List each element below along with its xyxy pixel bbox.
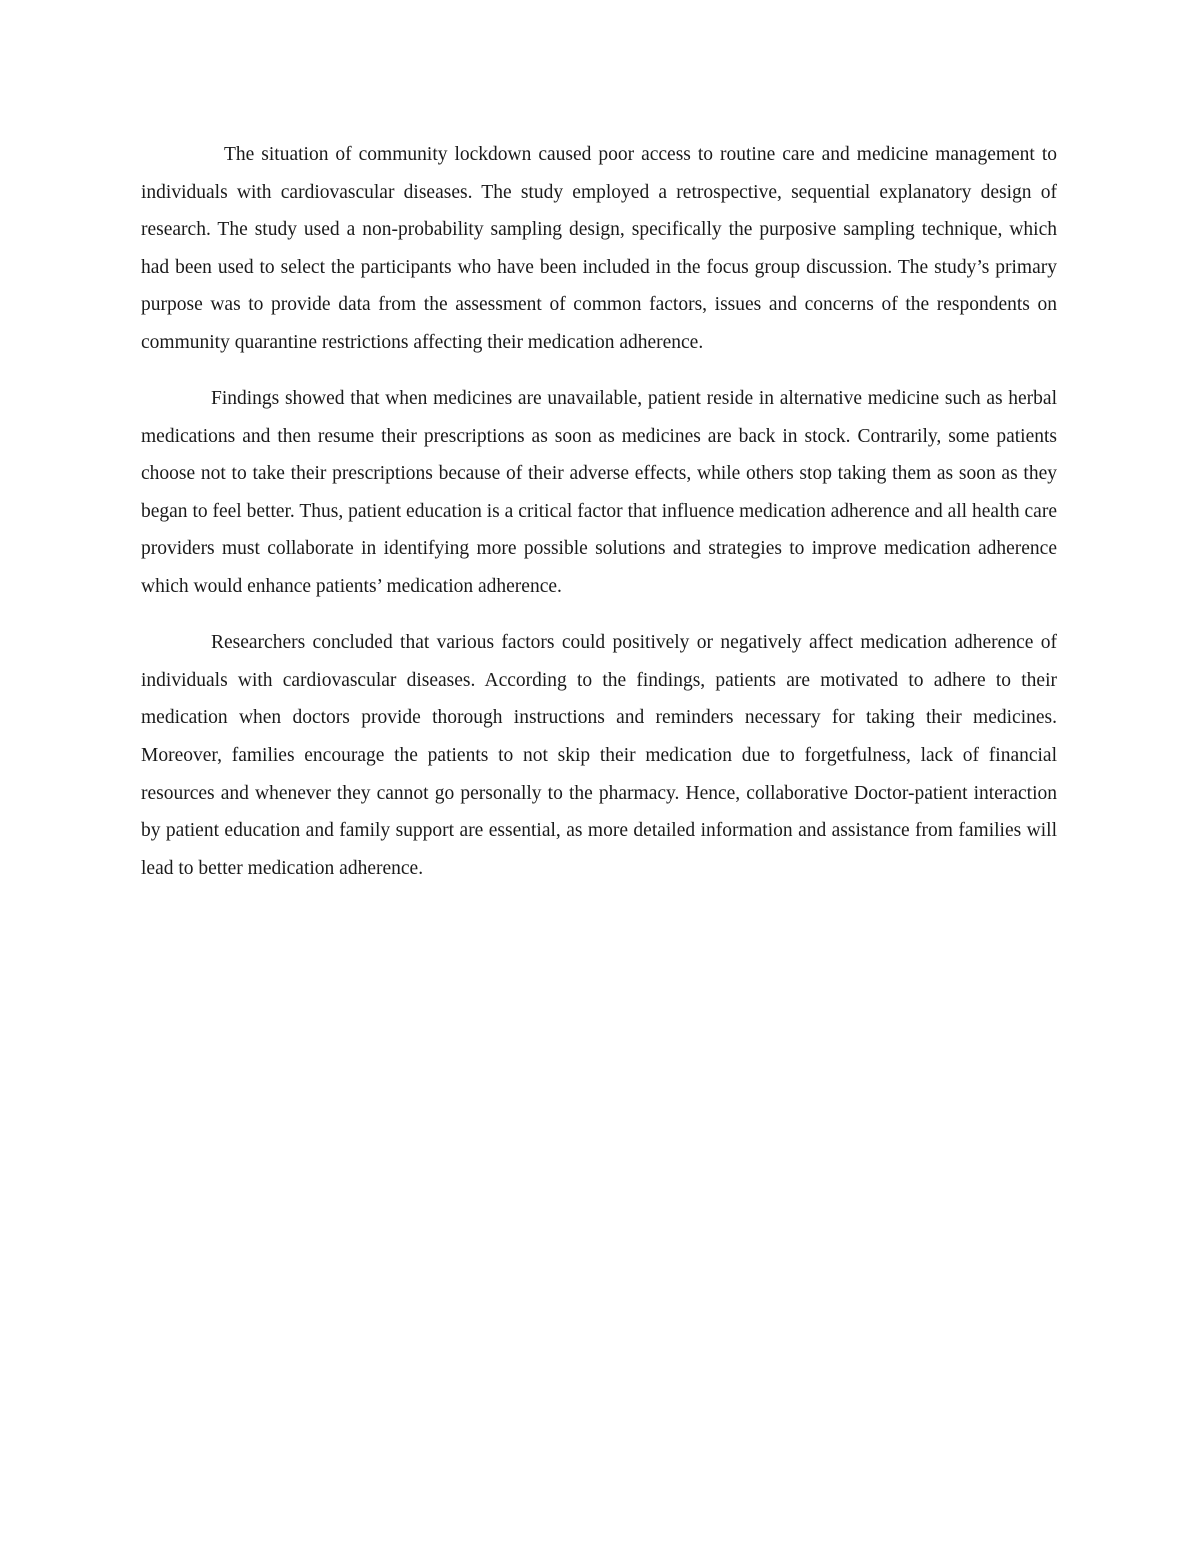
document-body <box>141 136 1057 906</box>
paragraph-1: The situation of community lockdown caused poor access to routine care and medicine management to individuals with cardiovascular diseases. The study employed a retrospective, sequential explanatory design of research. The study used a non-probability sampling design, specifically the purposive sampling technique, which had been used to select the participants who have been included in the focus group discussion. The study’s primary purpose was to provide data from the assessment of common factors, issues and concerns of the respondents on community quarantine restrictions affecting their medication adherence. <box>141 144 1057 353</box>
paragraph-2: Findings showed that when medicines are unavailable, patient reside in alternative medicine such as herbal medications and then resume their prescriptions as soon as medicines are back in stock. Contrarily, some patients choose not to take their prescriptions because of their adverse effects, while others stop taking them as soon as they began to feel better. Thus, patient education is a critical factor that influence medication adherence and all health care providers must collaborate in identifying more possible solutions and strategies to improve medication adherence which would enhance patients’ medication adherence. <box>141 388 1057 598</box>
paragraph-3: Researchers concluded that various factors could positively or negatively affect medication adherence of individuals with cardiovascular diseases. According to the findings, patients are motivated to adhere to their medication when doctors provide thorough instructions and reminders necessary for taking their medicines. Moreover, families encourage the patients to not skip their medication due to forgetfulness, lack of financial resources and whenever they cannot go personally to the pharmacy. Hence, collaborative Doctor-patient interaction by patient education and family support are essential, as more detailed information and assistance from families will lead to better medication adherence. <box>141 632 1057 879</box>
